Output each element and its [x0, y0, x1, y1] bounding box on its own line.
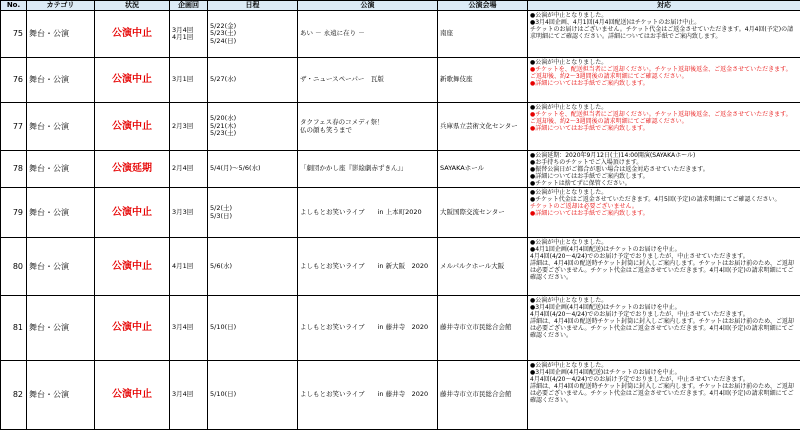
note-line: ●3月4回企画(4月4回配送)はチケットのお届けを中止。	[530, 304, 681, 311]
note-line: ●チケットを、配送担当者にご返却ください。チケット返却後返金、ご返金させていただきます。	[530, 111, 792, 118]
row-plan: 4月1回	[170, 238, 208, 296]
note-line: ●詳細についてはお手紙でご案内致します。	[530, 125, 649, 132]
row-date: 5/2(土) 5/3(日)	[208, 188, 298, 238]
row-category: 舞台・公演	[27, 296, 95, 361]
row-notes	[528, 58, 800, 103]
note-line: ●公演が中止となりました。	[530, 362, 608, 369]
row-title: タクフェス春のコメディ祭！ 仏の顔も笑うまで	[298, 103, 438, 151]
note-line: ●公演が中止となりました。	[530, 297, 608, 304]
table-row	[1, 361, 800, 430]
note-line: ●チケットを、配送担当者にご返却ください。チケット返却後返金、ご返金させていただきます。	[530, 66, 792, 73]
row-date: 5/27(水)	[208, 58, 298, 103]
row-plan: 3月1回	[170, 58, 208, 103]
header-plan: 企画回	[170, 1, 208, 11]
row-category: 舞台・公演	[27, 103, 95, 151]
table-row	[1, 151, 800, 188]
note-line: 詳細は、4月4回の配送時チケット封筒に封入しご案内します。チケットはお届け前のため、ご返却は必要ございません。チケット代金はご返金させていただきます。4月4回(予定)の請求明細にてご確認ください。	[530, 318, 794, 339]
row-venue: メルパルクホール大阪	[438, 238, 528, 296]
header-no: No.	[1, 1, 27, 11]
row-plan: 2月4回	[170, 151, 208, 188]
row-status: 公演中止	[95, 361, 170, 430]
row-plan: 3月4回	[170, 361, 208, 430]
row-date: 5/10(日)	[208, 296, 298, 361]
note-line: 4月4回(4/20～4/24)でのお届け予定でおりましたが、中止させていただきます。	[530, 253, 749, 260]
row-date: 5/10(日)	[208, 361, 298, 430]
row-title: よしもとお笑いライブ in 藤井寺 2020	[298, 361, 438, 430]
header-status: 状況	[95, 1, 170, 11]
table-row	[1, 238, 800, 296]
row-title: あい － 永遠に在り －	[298, 11, 438, 58]
header-venue: 公演会場	[438, 1, 528, 11]
table-row	[1, 58, 800, 103]
row-date: 5/4(月)～5/6(水)	[208, 151, 298, 188]
row-number: 77	[1, 103, 27, 151]
note-line: ●お手持ちのチケットでご入場頂けます。	[530, 159, 643, 166]
row-notes	[528, 103, 800, 151]
row-notes	[528, 361, 800, 430]
row-venue: 南座	[438, 11, 528, 58]
row-date: 5/22(金) 5/23(土) 5/24(日)	[208, 11, 298, 58]
row-venue: 藤井寺市立市民総合会館	[438, 361, 528, 430]
note-line: ●振替公演日がご都合が悪い場合は返金対応させていただきます。	[530, 166, 709, 173]
row-venue: 藤井寺市立市民総合会館	[438, 296, 528, 361]
row-category: 舞台・公演	[27, 238, 95, 296]
header-notes: 対応	[528, 1, 800, 11]
table-row	[1, 296, 800, 361]
row-title: ザ・ニュースペーパー 瓦版	[298, 58, 438, 103]
row-category: 舞台・公演	[27, 188, 95, 238]
row-title: よしもとお笑いライブ in 藤井寺 2020	[298, 296, 438, 361]
row-number: 76	[1, 58, 27, 103]
row-category: 舞台・公演	[27, 58, 95, 103]
note-line: ●公演延期：2020年9月12日(土)14:00開演(SAYAKAホール)	[530, 152, 696, 159]
row-notes	[528, 11, 800, 58]
note-line: 詳細は、4月4回の配送時チケット封筒に封入しご案内します。チケットはお届け前のため、ご返却は必要ございません。チケット代金はご返金させていただきます。4月4回(予定)の請求明細にてご確認ください。	[530, 260, 794, 281]
row-number: 79	[1, 188, 27, 238]
note-line: ●チケット代金はご返金させていただきます。4月5回(予定)の請求明細にてご確認ください。	[530, 196, 781, 203]
row-status: 公演延期	[95, 151, 170, 188]
note-line: 4月4回(4/20～4/24)でのお届け予定でおりましたが、中止させていただきます。	[530, 311, 749, 318]
row-plan: 3月4回	[170, 296, 208, 361]
row-number: 78	[1, 151, 27, 188]
row-title: よしもとお笑いライブ in 新大阪 2020	[298, 238, 438, 296]
table-row	[1, 11, 800, 58]
row-status: 公演中止	[95, 11, 170, 58]
table-row	[1, 188, 800, 238]
row-title: 「劇団かかし座『影絵劇赤ずきん』」	[298, 151, 438, 188]
row-category: 舞台・公演	[27, 151, 95, 188]
note-line: ご返却後、約2～3週間後の請求明細にてご確認ください。	[530, 118, 688, 125]
row-number: 82	[1, 361, 27, 430]
note-line: ●公演が中止となりました。	[530, 104, 608, 111]
note-line: ご返却後、約2～3週間後の請求明細にてご確認ください。	[530, 73, 688, 80]
row-plan: 3月4回 4月1回	[170, 11, 208, 58]
row-status: 公演中止	[95, 188, 170, 238]
table-header-row	[1, 1, 800, 11]
header-category: カテゴリ	[27, 1, 95, 11]
row-date: 5/6(水)	[208, 238, 298, 296]
row-venue: 大阪国際交流センター	[438, 188, 528, 238]
row-number: 75	[1, 11, 27, 58]
note-line: ●4月1回企画(4月4回配送)はチケットのお届けを中止。	[530, 246, 681, 253]
row-status: 公演中止	[95, 296, 170, 361]
row-plan: 2月3回	[170, 103, 208, 151]
row-category: 舞台・公演	[27, 361, 95, 430]
row-status: 公演中止	[95, 238, 170, 296]
row-notes	[528, 151, 800, 188]
row-number: 81	[1, 296, 27, 361]
row-status: 公演中止	[95, 58, 170, 103]
row-title: よしもとお笑いライブ in 上本町2020	[298, 188, 438, 238]
row-venue: 新歌舞伎座	[438, 58, 528, 103]
row-venue: 兵庫県立芸術文化センター	[438, 103, 528, 151]
row-category: 舞台・公演	[27, 11, 95, 58]
header-title: 公演	[298, 1, 438, 11]
row-notes	[528, 188, 800, 238]
row-venue: SAYAKAホール	[438, 151, 528, 188]
row-number: 80	[1, 238, 27, 296]
header-date: 日程	[208, 1, 298, 11]
note-line: 4月4回(4/20～4/24)でのお届け予定でおりましたが、中止させていただきます。	[530, 376, 749, 383]
row-status: 公演中止	[95, 103, 170, 151]
note-line: ●チケットは捨てずに保管ください。	[530, 180, 631, 187]
note-line: 詳細は、4月4回の配送時チケット封筒に封入しご案内します。チケットはお届け前のため、ご返却は必要ございません。チケット代金はご返金させていただきます。4月4回(予定)の請求明細にてご確認ください。	[530, 383, 794, 404]
note-line: ●公演が中止となりました。	[530, 59, 608, 66]
note-line: ●公演が中止となりました。	[530, 239, 608, 246]
note-line: ●3月4回企画、4月1回(4月4回配送)はチケットのお届け中止。	[530, 19, 701, 26]
note-line: ●詳細についてはお手紙でご案内致します。	[530, 210, 649, 217]
row-date: 5/20(水) 5/21(木) 5/23(土)	[208, 103, 298, 151]
note-line: チケットのご返却は必要ございません。	[530, 203, 638, 210]
note-line: ●公演が中止となりました。	[530, 189, 608, 196]
note-line: ●公演が中止となりました。	[530, 12, 608, 19]
row-notes	[528, 238, 800, 296]
note-line: ●3月4回企画(4月4回配送)はチケットのお届けを中止。	[530, 369, 681, 376]
note-line: ●詳細についてはお手紙でご案内致します。	[530, 80, 649, 87]
table-row	[1, 103, 800, 151]
row-notes	[528, 296, 800, 361]
row-plan: 3月3回	[170, 188, 208, 238]
note-line: チケットのお届けはございません。チケット代金はご返金させていただきます。4月4回(予定)の請求明細にてご確認ください。詳細についてはお手紙でご案内致します。	[530, 26, 794, 40]
note-line: ●詳細についてはお手紙でご案内致します。	[530, 173, 649, 180]
